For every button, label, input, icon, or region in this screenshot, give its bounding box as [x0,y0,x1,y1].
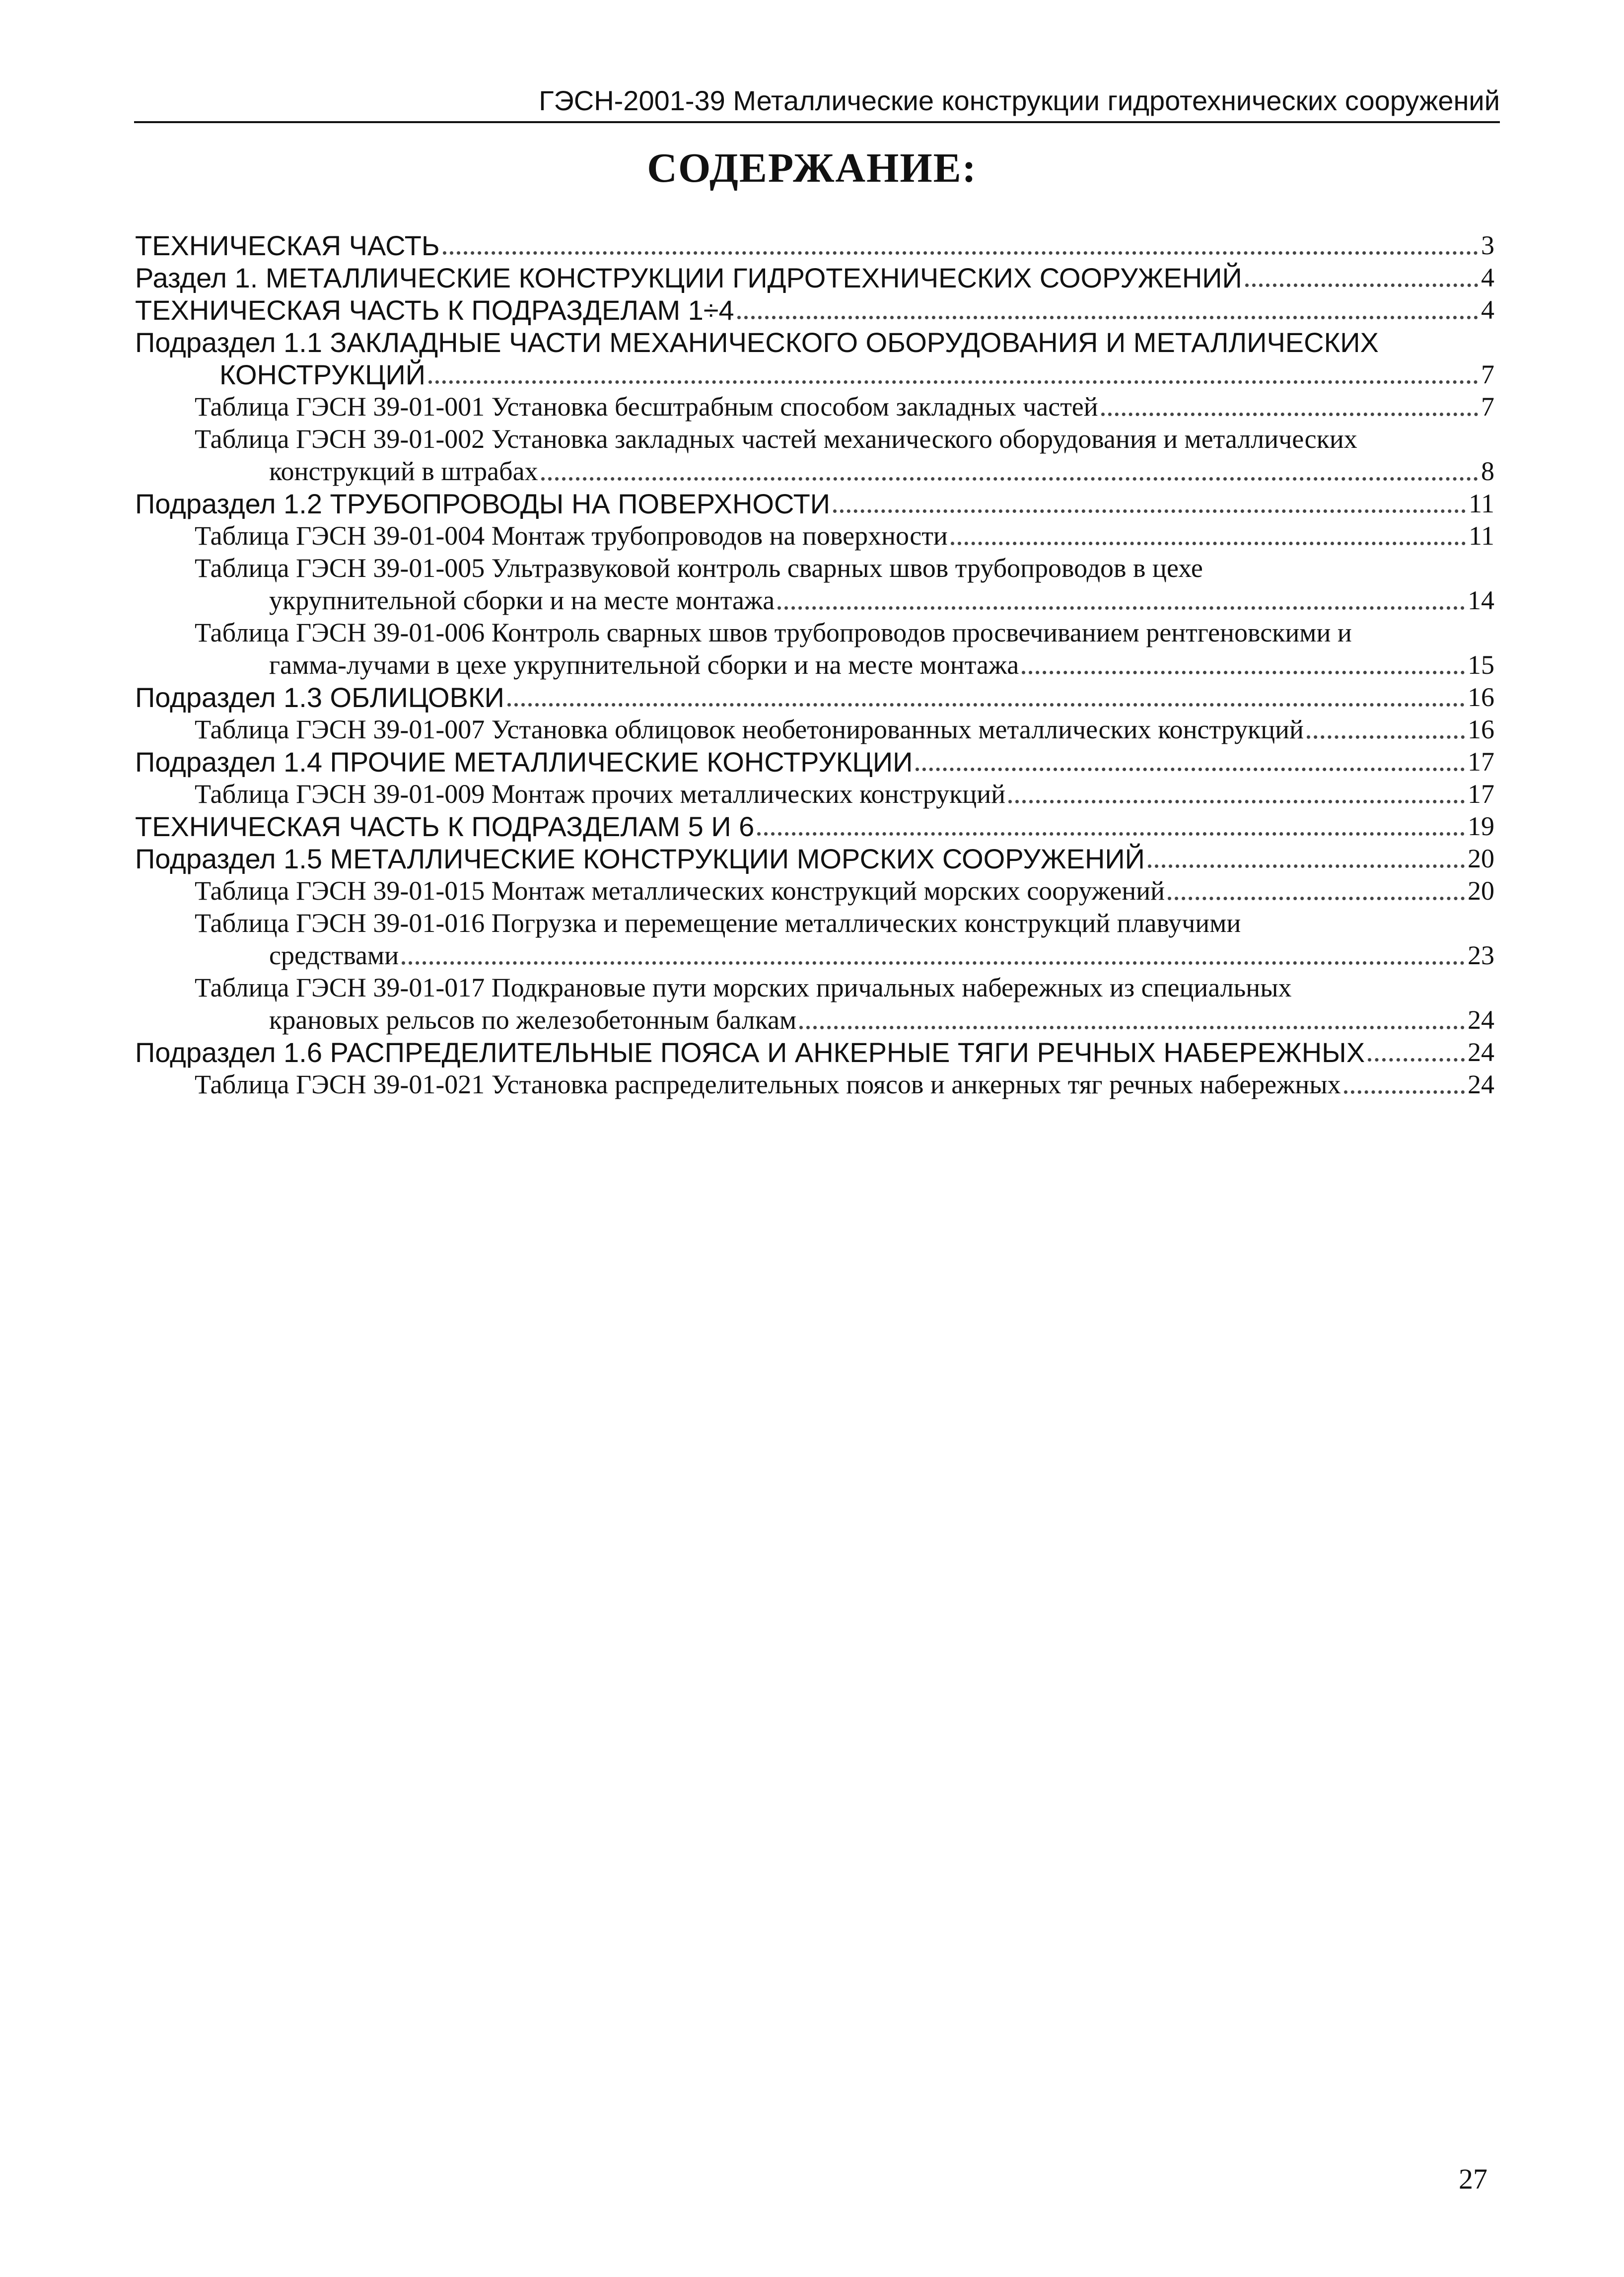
toc-entry-line [135,294,1494,326]
toc-page-number: 8 [1481,456,1494,486]
toc-page-number: 4 [1481,295,1494,325]
toc-entry-label: Подраздел 1.3 ОБЛИЦОВКИ [135,682,504,713]
toc-page-number: 14 [1468,585,1494,615]
toc-page-number: 4 [1481,263,1494,292]
toc-entry-line [135,262,1494,294]
dot-leader [1307,735,1465,739]
toc-entry-line [135,358,1494,391]
toc-page-number: 17 [1468,747,1494,777]
toc-page-number: 16 [1468,714,1494,744]
toc-entry-label: Подраздел 1.1 ЗАКЛАДНЫЕ ЧАСТИ МЕХАНИЧЕСКОГО ОБОРУДОВАНИЯ И МЕТАЛЛИЧЕСКИХ [135,327,1379,358]
toc-entry-label: Таблица ГЭСН 39-01-004 Монтаж трубопроводов на поверхности [195,521,948,551]
toc-entry-line [135,649,1494,681]
toc-entry-label: Раздел 1. МЕТАЛЛИЧЕСКИЕ КОНСТРУКЦИИ ГИДРОТЕХНИЧЕСКИХ СООРУЖЕНИЙ [135,262,1242,293]
toc-entry-line [135,843,1494,875]
dot-leader [1022,671,1465,674]
dot-leader [1344,1090,1465,1094]
toc-entry-line [135,584,1494,617]
toc-entry-label: укрупнительной сборки и на месте монтажа [269,585,775,615]
table-of-contents [135,229,1494,1101]
toc-page-number: 20 [1468,844,1494,873]
toc-entry-line [135,972,1494,1004]
toc-entry-line [135,681,1494,713]
dot-leader [1368,1058,1465,1062]
toc-entry-label: Таблица ГЭСН 39-01-021 Установка распределительных поясов и анкерных тяг речных набережных [195,1069,1341,1099]
toc-page-number: 19 [1468,811,1494,841]
toc-entry-label: Таблица ГЭСН 39-01-006 Контроль сварных швов трубопроводов просвечиванием рентгеновскими и [195,618,1352,647]
dot-leader [1245,284,1478,287]
toc-entry-line [135,326,1494,358]
toc-entry-label: Подраздел 1.6 РАСПРЕДЕЛИТЕЛЬНЫЕ ПОЯСА И АНКЕРНЫЕ ТЯГИ РЕЧНЫХ НАБЕРЕЖНЫХ [135,1037,1365,1068]
toc-entry-label: Таблица ГЭСН 39-01-002 Установка закладных частей механического оборудования и металлических [195,424,1357,454]
dot-leader [1168,897,1465,900]
toc-page-number: 7 [1481,359,1494,389]
running-header: ГЭСН-2001-39 Металлические конструкции гидротехнических сооружений [134,83,1500,123]
toc-entry-line [135,713,1494,746]
toc-entry-line [135,746,1494,778]
toc-page-number: 17 [1468,779,1494,809]
toc-entry-label: ТЕХНИЧЕСКАЯ ЧАСТЬ К ПОДРАЗДЕЛАМ 1÷4 [135,294,734,326]
toc-entry-line [135,810,1494,843]
toc-entry-line [135,617,1494,649]
toc-entry-label: Подраздел 1.4 ПРОЧИЕ МЕТАЛЛИЧЕСКИЕ КОНСТРУКЦИИ [135,746,913,778]
toc-entry-label: крановых рельсов по железобетонным балкам [269,1005,797,1035]
toc-entry-label: Подраздел 1.5 МЕТАЛЛИЧЕСКИЕ КОНСТРУКЦИИ МОРСКИХ СООРУЖЕНИЙ [135,843,1145,874]
toc-entry-line [135,391,1494,423]
dot-leader [833,509,1466,513]
dot-leader [799,1026,1465,1029]
toc-entry-line [135,778,1494,810]
toc-entry-label: Таблица ГЭСН 39-01-015 Монтаж металлических конструкций морских сооружений [195,876,1165,906]
toc-entry-label: КОНСТРУКЦИЙ [219,359,426,390]
toc-page-number: 24 [1468,1005,1494,1035]
toc-page-number: 15 [1468,650,1494,680]
toc-page-number: 24 [1468,1069,1494,1099]
toc-page-number: 24 [1468,1037,1494,1067]
dot-leader [507,703,1465,707]
toc-page-number: 23 [1468,940,1494,970]
dot-leader [1101,413,1478,416]
toc-entry-label: гамма-лучами в цехе укрупнительной сборки и на месте монтажа [269,650,1019,680]
page-title: СОДЕРЖАНИЕ: [647,145,977,191]
dot-leader [777,606,1465,610]
toc-entry-label: Таблица ГЭСН 39-01-007 Установка облицовок необетонированных металлических конструкций [195,714,1304,744]
dot-leader [402,961,1465,965]
toc-entry-label: Подраздел 1.2 ТРУБОПРОВОДЫ НА ПОВЕРХНОСТИ [135,488,831,519]
toc-entry-line [135,455,1494,488]
toc-entry-line [135,1036,1494,1068]
toc-entry-label: ТЕХНИЧЕСКАЯ ЧАСТЬ К ПОДРАЗДЕЛАМ 5 И 6 [135,811,755,842]
dot-leader [428,380,1478,384]
toc-entry-label: Таблица ГЭСН 39-01-009 Монтаж прочих металлических конструкций [195,779,1005,809]
dot-leader [951,542,1466,545]
toc-entry-label: Таблица ГЭСН 39-01-016 Погрузка и перемещение металлических конструкций плавучими [195,908,1241,938]
toc-entry-label: Таблица ГЭСН 39-01-001 Установка бесштрабным способом закладных частей [195,392,1098,422]
toc-entry-line [135,552,1494,584]
toc-entry-label: средствами [269,940,399,970]
dot-leader [737,316,1478,319]
toc-page-number: 11 [1469,489,1494,518]
dot-leader [443,251,1478,255]
toc-entry-line [135,1068,1494,1101]
toc-page-number: 3 [1481,230,1494,260]
toc-entry-line [135,875,1494,907]
toc-page-number: 7 [1481,392,1494,422]
dot-leader [757,832,1465,836]
toc-page-number: 11 [1469,521,1494,551]
dot-leader [916,768,1465,771]
toc-entry-label: Таблица ГЭСН 39-01-005 Ультразвуковой контроль сварных швов трубопроводов в цехе [195,553,1203,583]
toc-entry-label: ТЕХНИЧЕСКАЯ ЧАСТЬ [135,230,440,261]
toc-entry-line [135,907,1494,939]
toc-entry-line [135,488,1494,520]
toc-page-number: 20 [1468,876,1494,906]
dot-leader [1148,864,1465,868]
dot-leader [541,477,1478,481]
toc-entry-line [135,939,1494,972]
toc-page-number: 16 [1468,682,1494,712]
toc-entry-line [135,423,1494,455]
toc-entry-line [135,1004,1494,1036]
toc-entry-label: Таблица ГЭСН 39-01-017 Подкрановые пути морских причальных набережных из специальных [195,973,1292,1002]
toc-entry-line [135,229,1494,262]
toc-entry-label: конструкций в штрабах [269,456,538,486]
toc-entry-line [135,520,1494,552]
dot-leader [1008,800,1465,803]
page-number: 27 [1459,2163,1487,2195]
